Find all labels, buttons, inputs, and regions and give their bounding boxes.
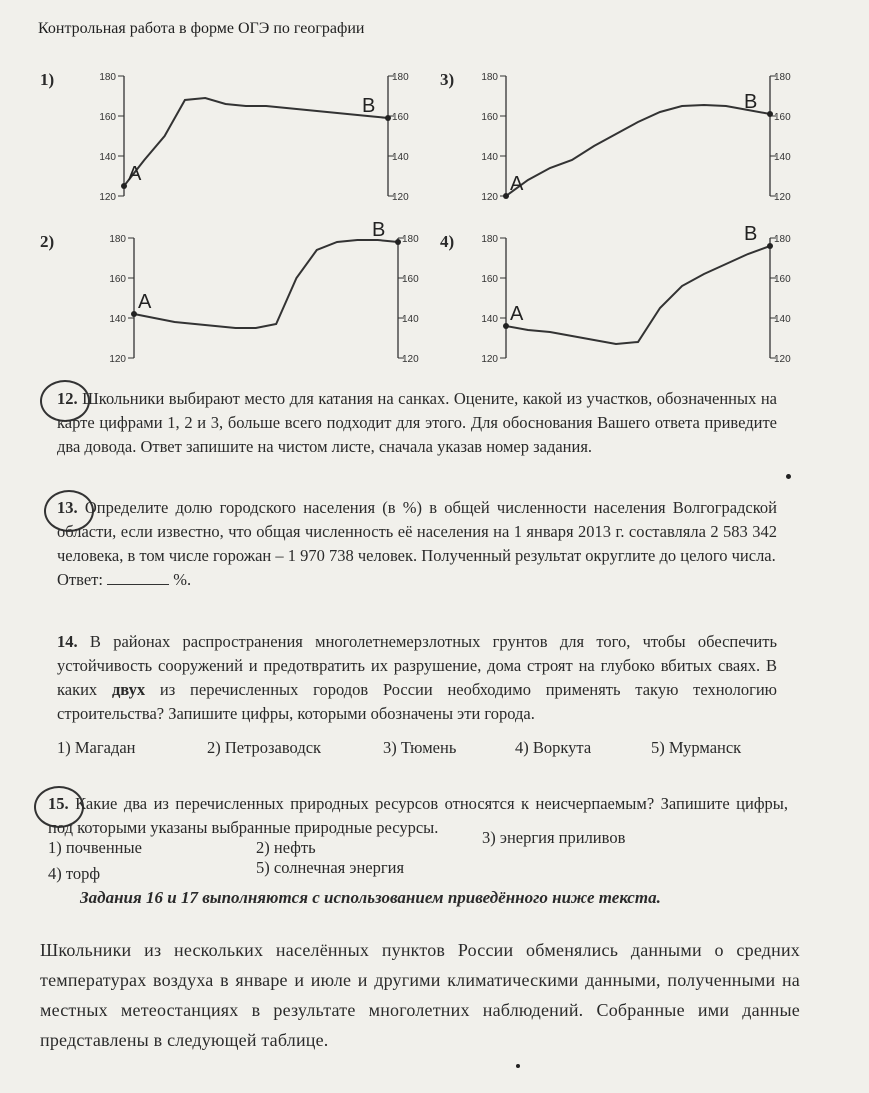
right-tick-label: 120 (392, 192, 409, 203)
left-tick-label: 180 (99, 72, 116, 83)
answer-label: Ответ: (57, 570, 103, 589)
point-b-label: B (372, 219, 386, 241)
left-tick-label: 180 (109, 234, 126, 245)
task-15-option-1: 1) почвенные (48, 838, 142, 857)
reading-passage: Школьники из нескольких населённых пунктов России обменялись данными о средних температурах воздуха в январе и июле и другими климатическими данными, полученными на местных метеостанциях в результате многолетних наблюдений. Собранные ими данные представлены в следующей таблице. (40, 940, 800, 1050)
point-b-label: B (744, 223, 758, 245)
task-14-number: 14. (57, 632, 78, 651)
task-13-number: 13. (57, 498, 78, 517)
left-tick-label: 140 (481, 314, 498, 325)
answer-blank[interactable] (107, 568, 169, 585)
right-tick-label: 160 (402, 274, 419, 285)
left-tick-label: 160 (481, 274, 498, 285)
right-tick-label: 140 (774, 152, 791, 163)
profile-4-chart (470, 223, 810, 370)
right-tick-label: 120 (774, 354, 791, 365)
tasks-16-17-note: Задания 16 и 17 выполняются с использованием приведённого ниже текста. (80, 888, 661, 907)
left-tick-label: 180 (481, 234, 498, 245)
elevation-line (134, 240, 398, 328)
point-a-label: A (138, 291, 152, 313)
task-15-number: 15. (48, 794, 69, 813)
task-14 (57, 630, 777, 726)
profile-3-chart (470, 68, 810, 208)
task-14-option-4: 4) Воркута (515, 738, 592, 757)
task-13 (57, 496, 777, 592)
task-15-text: Какие два из перечисленных природных ресурсов относятся к неисчерпаемым? Запишите цифры, под которыми указаны выбранные природные ресурсы. (48, 794, 788, 837)
point-b-marker (767, 111, 773, 117)
task-15 (48, 792, 788, 840)
point-a-marker (121, 183, 127, 189)
task-15-option-5: 5) солнечная энергия (256, 858, 405, 877)
left-tick-label: 160 (109, 274, 126, 285)
point-a-marker (131, 311, 137, 317)
left-tick-label: 160 (99, 112, 116, 123)
right-tick-label: 160 (774, 274, 791, 285)
elevation-line (506, 246, 770, 344)
task-13-answer (57, 568, 777, 592)
task-12-text: Школьники выбирают место для катания на санках. Оцените, какой из участков, обозначенных на карте цифрами 1, 2 и 3, больше всего подходит для этого. Для обоснования Вашего ответа приведите два довода. Ответ запишите на чистом листе, сначала указав номер задания. (57, 389, 777, 456)
right-tick-label: 140 (774, 314, 791, 325)
right-tick-label: 180 (392, 72, 409, 83)
ink-dot (786, 474, 791, 479)
profile-1-label: 1) (40, 70, 55, 89)
left-tick-label: 160 (481, 112, 498, 123)
left-tick-label: 180 (481, 72, 498, 83)
task-14-option-1: 1) Магадан (57, 738, 136, 757)
elevation-profiles (30, 60, 810, 385)
task-15-option-4: 4) торф (48, 864, 101, 883)
task-14-text-1: В районах распространения многолетнемерзлотных грунтов для того, чтобы обеспечить устойчивость сооружений и предотвратить их разрушение, дома строят на глубоко вбитых сваях. В каких (57, 632, 777, 699)
left-tick-label: 140 (481, 152, 498, 163)
point-a-label: A (128, 163, 142, 185)
task-14-option-2: 2) Петрозаводск (207, 738, 322, 757)
point-b-marker (767, 243, 773, 249)
task-14-option-5: 5) Мурманск (651, 738, 742, 757)
point-a-marker (503, 193, 509, 199)
right-tick-label: 160 (392, 112, 409, 123)
right-tick-label: 140 (402, 314, 419, 325)
right-tick-label: 120 (402, 354, 419, 365)
task-15-option-3: 3) энергия приливов (482, 828, 626, 847)
page-title: Контрольная работа в форме ОГЭ по географии (38, 20, 365, 37)
profile-2-chart (98, 219, 438, 370)
profile-1-chart (88, 68, 428, 208)
left-tick-label: 120 (99, 192, 116, 203)
task-13-text: Определите долю городского населения (в %) в общей численности населения Волгоградской области, если известно, что общая численность её населения на 1 января 2013 г. составляла 2 583 342 человека, в том числе горожан – 1 970 738 человек. Полученный результат округлите до целого числа. (57, 498, 778, 565)
left-tick-label: 120 (481, 192, 498, 203)
ink-dot (516, 1064, 520, 1068)
profile-3-label: 3) (440, 70, 455, 89)
elevation-line (506, 105, 770, 196)
point-b-label: B (362, 95, 376, 117)
point-a-marker (503, 323, 509, 329)
task-14-option-3: 3) Тюмень (383, 738, 457, 757)
point-a-label: A (510, 173, 524, 195)
point-b-label: B (744, 91, 758, 113)
profile-2-label: 2) (40, 232, 55, 251)
task-12 (57, 387, 777, 459)
right-tick-label: 180 (774, 72, 791, 83)
left-tick-label: 140 (109, 314, 126, 325)
task-15-option-2: 2) нефть (256, 838, 316, 857)
task-15-options (48, 828, 788, 888)
task-14-options (57, 738, 797, 762)
task-12-number: 12. (57, 389, 78, 408)
right-tick-label: 140 (392, 152, 409, 163)
left-tick-label: 120 (481, 354, 498, 365)
answer-unit: %. (173, 570, 192, 589)
point-b-marker (385, 115, 391, 121)
right-tick-label: 120 (774, 192, 791, 203)
right-tick-label: 180 (402, 234, 419, 245)
task-14-text-2: из перечисленных городов России необходимо применять такую технологию строительства? Запишите цифры, которыми обозначены эти города. (57, 680, 777, 723)
elevation-line (124, 98, 388, 186)
task-14-bold-word: двух (111, 680, 146, 699)
point-a-label: A (510, 303, 524, 325)
right-tick-label: 180 (774, 234, 791, 245)
point-b-marker (395, 239, 401, 245)
left-tick-label: 140 (99, 152, 116, 163)
left-tick-label: 120 (109, 354, 126, 365)
profile-4-label: 4) (440, 232, 455, 251)
right-tick-label: 160 (774, 112, 791, 123)
